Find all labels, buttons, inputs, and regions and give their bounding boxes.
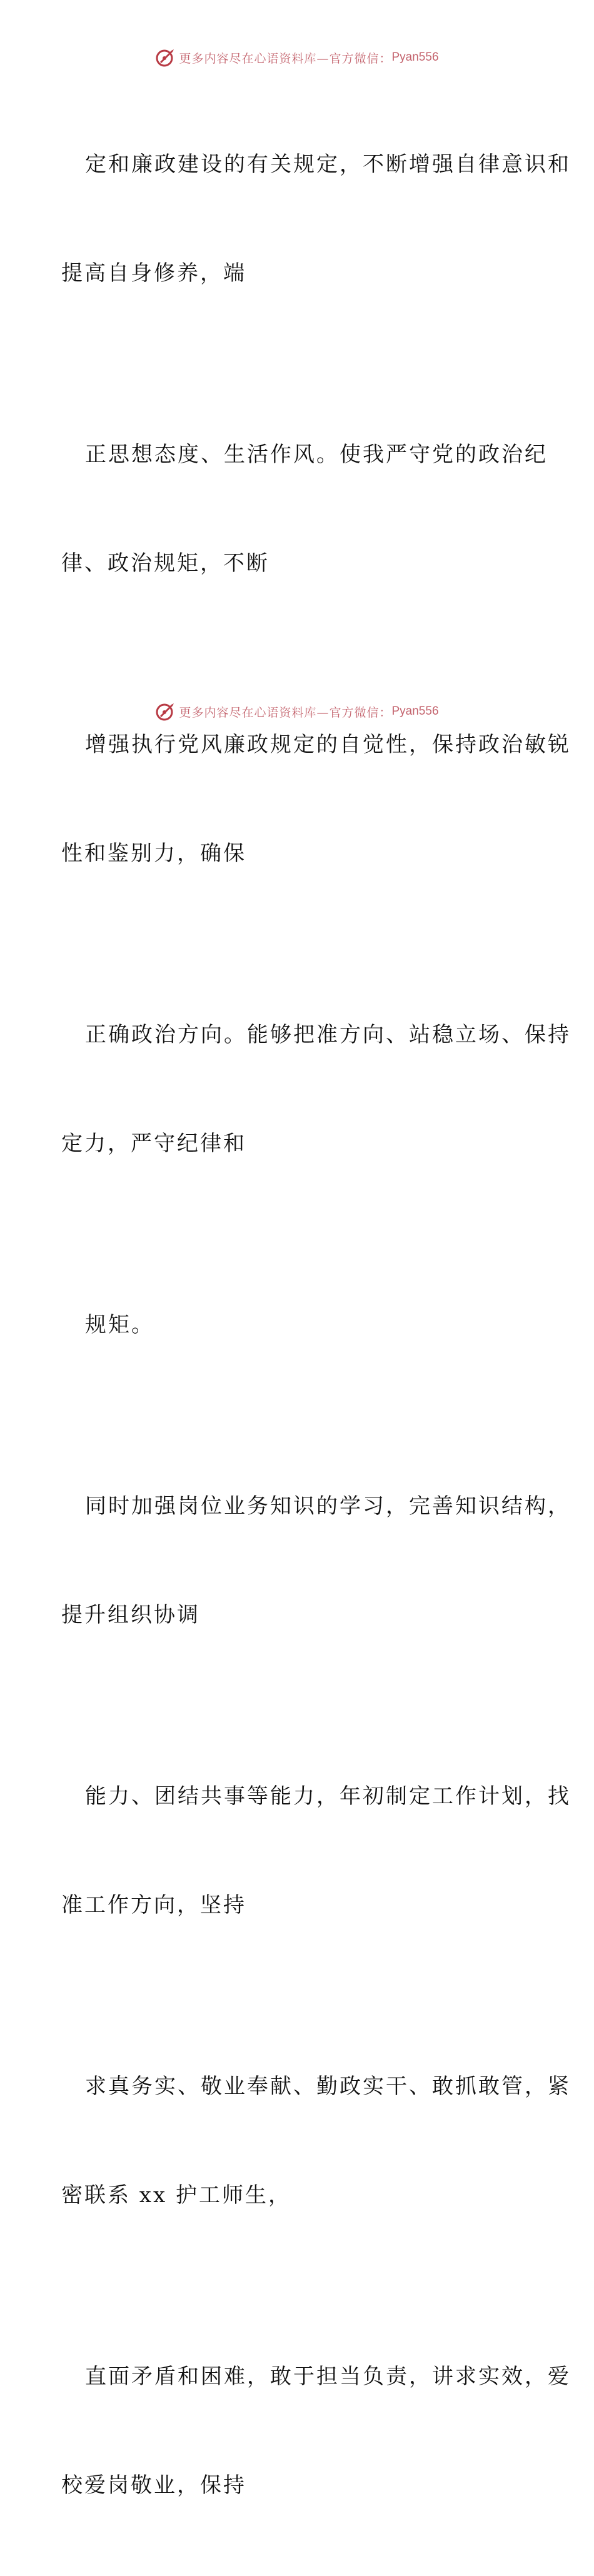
- paragraph-line: 正思想态度、生活作风。使我严守党的政治纪: [85, 442, 548, 467]
- paragraph: [61, 1416, 571, 1706]
- quill-logo-icon: [155, 701, 176, 722]
- paragraph-line: 能力、团结共事等能力，年初制定工作计划，找: [85, 1784, 571, 1809]
- header-watermark-text: 更多内容尽在心语资料库—官方微信：: [179, 51, 392, 66]
- paragraph-line: 规矩。: [85, 1312, 154, 1337]
- paragraph-line: 定力，严守纪律和: [61, 1131, 246, 1156]
- paragraph-line: 求真务实、敬业奉献、勤政实干、敢抓敢管，紧: [85, 2074, 571, 2099]
- quill-logo-icon: [155, 47, 176, 68]
- paragraph-line: 同时加强岗位业务知识的学习，完善知识结构，: [85, 1494, 571, 1519]
- paragraph-line: 提升组织协调: [61, 1602, 200, 1628]
- paragraph: [61, 654, 571, 944]
- paragraph-line: 准工作方向，坚持: [61, 1893, 246, 1918]
- paragraph-line: 定和廉政建设的有关规定，不断增强自律意识和: [85, 152, 571, 177]
- paragraph-line: 律、政治规矩，不断: [61, 551, 269, 576]
- footer-watermark-id: Pyan556: [391, 705, 439, 718]
- paragraph-line: 密联系 xx 护工师生，: [61, 2183, 291, 2208]
- footer-watermark-text: 更多内容尽在心语资料库—官方微信：: [179, 705, 392, 720]
- paragraph-line: 正确政治方向。能够把准方向、站稳立场、保持: [85, 1022, 571, 1047]
- paragraph: [61, 74, 571, 364]
- document-body: [61, 74, 571, 2576]
- paragraph-line: 增强执行党风廉政规定的自觉性，保持政治敏锐: [85, 732, 571, 757]
- paragraph-line: 性和鉴别力，确保: [61, 841, 246, 866]
- paragraph: [61, 1996, 571, 2286]
- footer-watermark: [0, 699, 594, 724]
- paragraph: [61, 364, 549, 654]
- header-watermark-id: Pyan556: [391, 51, 439, 64]
- paragraph: [61, 1234, 549, 1416]
- header-watermark: [0, 45, 594, 70]
- paragraph-line: 校爱岗敬业，保持: [61, 2473, 246, 2498]
- paragraph: [61, 1706, 571, 1996]
- paragraph-line: 直面矛盾和困难，敢于担当负责，讲求实效，爱: [85, 2364, 571, 2389]
- paragraph: [61, 2286, 571, 2576]
- paragraph: [61, 944, 571, 1234]
- paragraph-line: 提高自身修养，端: [61, 261, 246, 286]
